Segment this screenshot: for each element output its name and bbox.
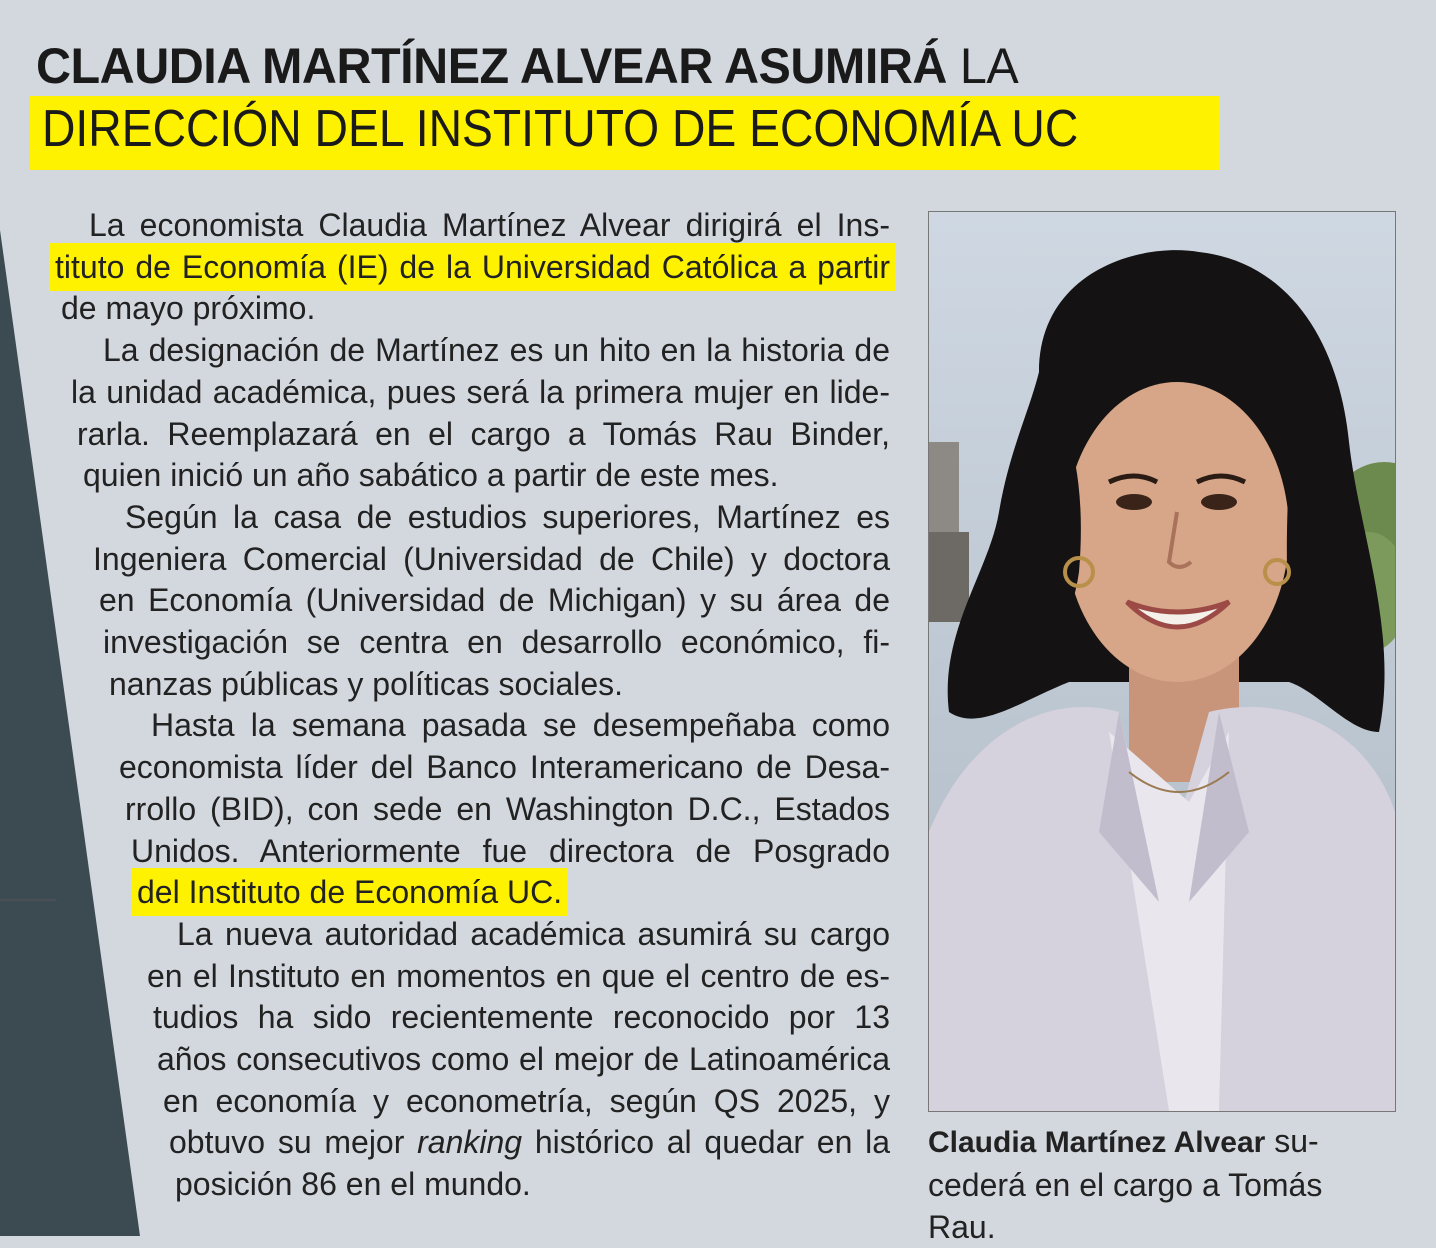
paragraph-4 [55, 705, 890, 914]
p2-line-2: la unidad académica, pues será la primera mujer en lide- [71, 373, 890, 410]
p2-line-3: rarla. Reemplazará en el cargo a Tomás Rau Binder, [77, 415, 890, 452]
p1-line-1: La economista Claudia Martínez Alvear dirigirá el Ins- [89, 207, 890, 243]
p4-line-4: Unidos. Anteriormente fue directora de Posgrado [131, 832, 890, 869]
caption-text-a: su- [1274, 1123, 1319, 1159]
paragraph-5 [55, 914, 890, 1206]
headline [30, 36, 1170, 170]
p3-line-2: Ingeniera Comercial (Universidad de Chile) y doctora [93, 540, 890, 577]
article-body [55, 205, 890, 1206]
headline-line-1 [36, 36, 1136, 96]
p5-line-4: años consecutivos como el mejor de Latinoamérica [157, 1041, 890, 1078]
p5-line-6 [55, 1122, 890, 1164]
photo-caption [928, 1120, 1398, 1248]
p5-line-7: posición 86 en el mundo. [175, 1166, 531, 1203]
p2-line-4: quien inició un año sabático a partir de este mes. [83, 457, 779, 494]
p2-line-1: La designación de Martínez es un hito en la historia de [103, 332, 890, 369]
p5-line-2: en el Instituto en momentos en que el centro de es- [147, 957, 890, 994]
p5-line-6-a: obtuvo su mejor [169, 1124, 405, 1161]
p5-line-6-c: histórico al quedar en la [534, 1124, 891, 1161]
p5-line-5: en economía y econometría, según QS 2025, y [163, 1082, 890, 1119]
p4-line-2: economista líder del Banco Interamericano de Desa- [119, 749, 890, 786]
p4-line-5 [55, 872, 890, 914]
p3-line-5: nanzas públicas y políticas sociales. [109, 665, 624, 702]
caption-name: Claudia Martínez Alvear [928, 1126, 1266, 1159]
divider-line [0, 899, 56, 901]
paragraph-3 [55, 497, 890, 706]
p1-line-2 [55, 247, 890, 289]
paragraph-1 [55, 205, 890, 330]
p3-line-4: investigación se centra en desarrollo económico, fi- [103, 624, 890, 661]
p4-line-1: Hasta la semana pasada se desempeñaba como [151, 707, 890, 744]
highlighted-text: tituto de Economía (IE) de la Universidad Católica a partir [55, 248, 890, 285]
p3-line-3: en Economía (Universidad de Michigan) y su área de [99, 582, 890, 619]
caption-text-b: cederá en el cargo a Tomás Rau. [928, 1167, 1323, 1245]
p5-line-1: La nueva autoridad académica asumirá su cargo [177, 915, 890, 952]
portrait-illustration [929, 212, 1395, 1111]
headline-highlight [30, 96, 1220, 170]
p3-line-1: Según la casa de estudios superiores, Martínez es [125, 498, 890, 535]
p5-line-3: tudios ha sido recientemente reconocido por 13 [153, 999, 890, 1036]
portrait-photo [928, 211, 1396, 1112]
paragraph-2 [55, 330, 890, 497]
headline-bold: CLAUDIA MARTÍNEZ ALVEAR ASUMIRÁ [36, 38, 947, 94]
p4-line-3: rrollo (BID), con sede en Washington D.C., Estados [125, 790, 890, 827]
p1-line-3: de mayo próximo. [61, 290, 316, 327]
headline-light: LA [959, 38, 1019, 94]
highlighted-text: del Instituto de Economía UC. [137, 874, 563, 911]
italic-ranking: ranking [417, 1124, 523, 1161]
headline-line-2: DIRECCIÓN DEL INSTITUTO DE ECONOMÍA UC [42, 100, 1079, 158]
